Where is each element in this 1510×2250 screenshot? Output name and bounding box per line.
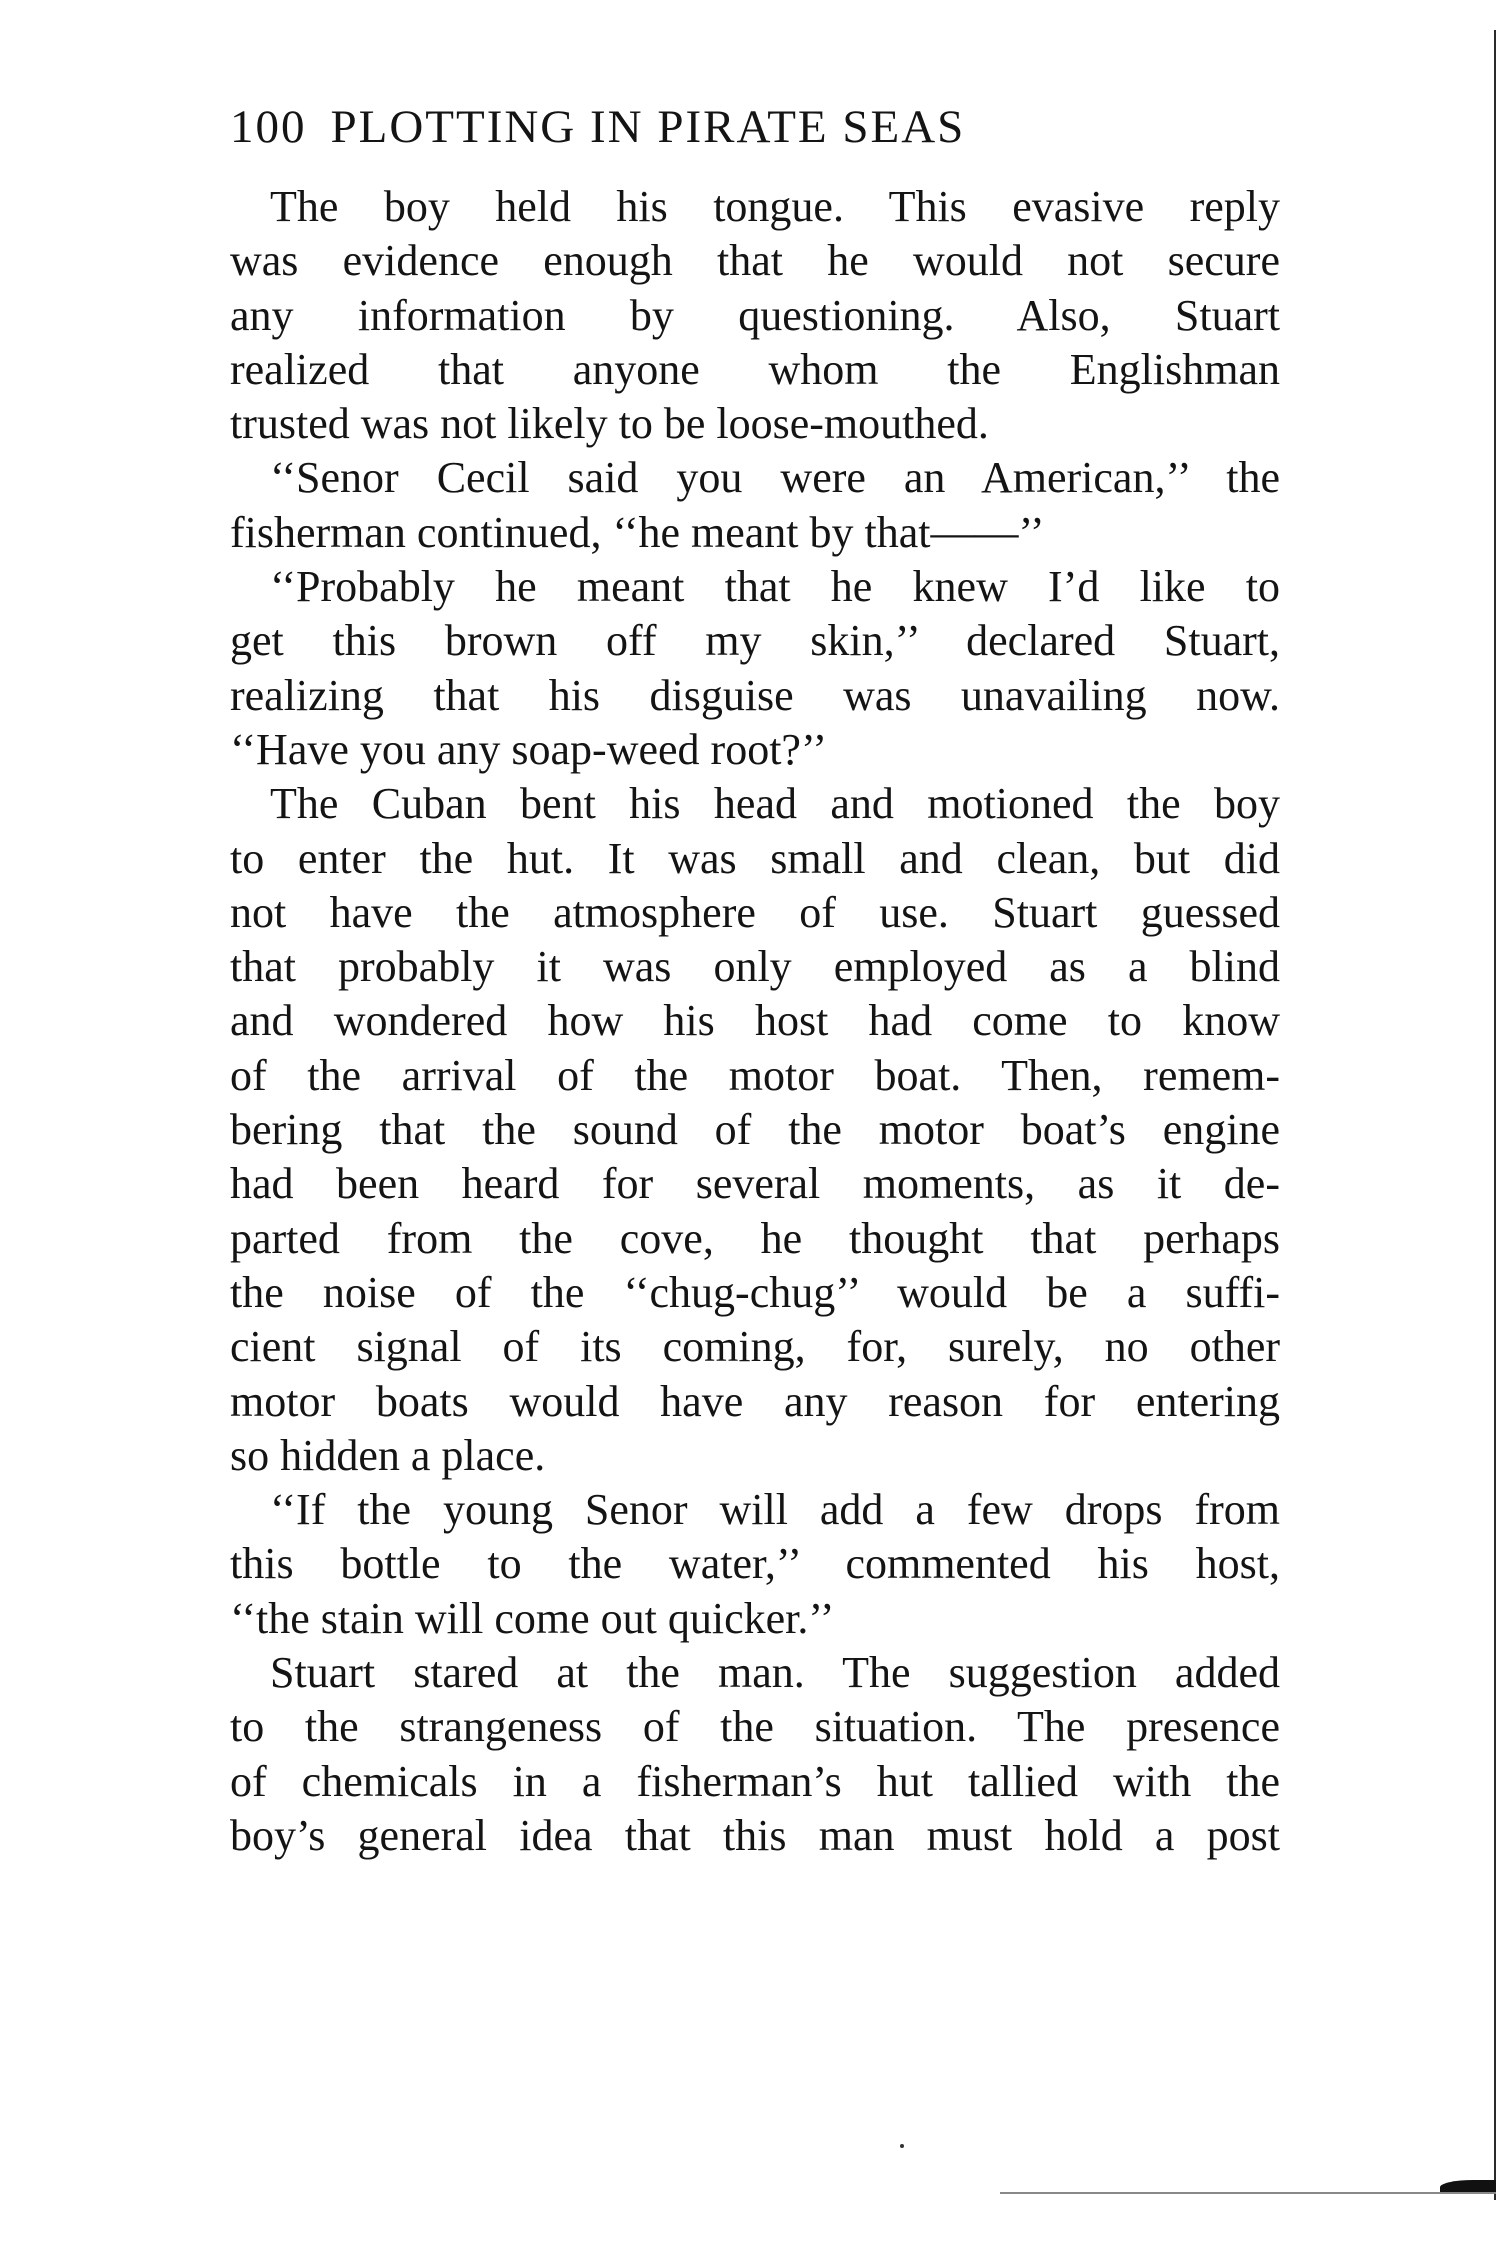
page-number: 100 [230,101,307,153]
running-title: PLOTTING IN PIRATE SEAS [330,101,966,153]
text-line: get this brown off my skin,’’ declared Stuart, [230,616,1280,666]
bottom-edge-line [1000,2192,1496,2194]
text-line: so hidden a place. [230,1430,546,1480]
text-line: ‘‘Probably he meant that he knew I’d like to [270,562,1280,612]
text-line: motor boats would have any reason for entering [230,1376,1280,1426]
text-line: boy’s general idea that this man must hold a post [230,1810,1280,1860]
text-line: bering that the sound of the motor boat’s engine [230,1105,1280,1155]
text-line: this bottle to the water,’’ commented his host, [230,1539,1280,1589]
text-line: any information by questioning. Also, Stuart [230,290,1280,340]
text-line: realizing that his disguise was unavailing now. [230,670,1280,720]
text-line: fisherman continued, ‘‘he meant by that——’’ [230,507,1045,557]
text-line: trusted was not likely to be loose-mouthed. [230,399,989,449]
text-line: and wondered how his host had come to know [230,996,1280,1046]
text-line: had been heard for several moments, as it de- [230,1159,1280,1209]
text-line: to the strangeness of the situation. The presence [230,1702,1280,1752]
body-text [230,180,1280,1863]
page-edge-line [1494,30,1496,2200]
text-line: not have the atmosphere of use. Stuart guessed [230,887,1280,937]
text-line: realized that anyone whom the Englishman [230,344,1280,394]
corner-shadow [1440,2180,1496,2192]
text-line: parted from the cove, he thought that perhaps [230,1213,1280,1263]
text-line: that probably it was only employed as a blind [230,942,1280,992]
text-line: of chemicals in a fisherman’s hut tallied with the [230,1756,1280,1806]
text-line: to enter the hut. It was small and clean, but did [230,833,1280,883]
running-header [230,100,1290,160]
text-line: the noise of the ‘‘chug-chug’’ would be a suffi- [230,1267,1280,1317]
text-line: ‘‘Senor Cecil said you were an American,’’ the [270,453,1280,503]
text-line: ‘‘the stain will come out quicker.’’ [230,1593,835,1643]
text-line: The boy held his tongue. This evasive reply [270,182,1280,231]
text-line: ‘‘If the young Senor will add a few drops from [270,1485,1280,1535]
ink-speck [900,2144,904,2148]
text-line: The Cuban bent his head and motioned the boy [270,779,1280,829]
text-line: Stuart stared at the man. The suggestion added [270,1648,1280,1698]
text-line: of the arrival of the motor boat. Then, remem- [230,1050,1280,1100]
text-line: was evidence enough that he would not secure [230,236,1280,286]
text-line: ‘‘Have you any soap-weed root?’’ [230,724,827,774]
text-line: cient signal of its coming, for, surely, no other [230,1322,1280,1372]
